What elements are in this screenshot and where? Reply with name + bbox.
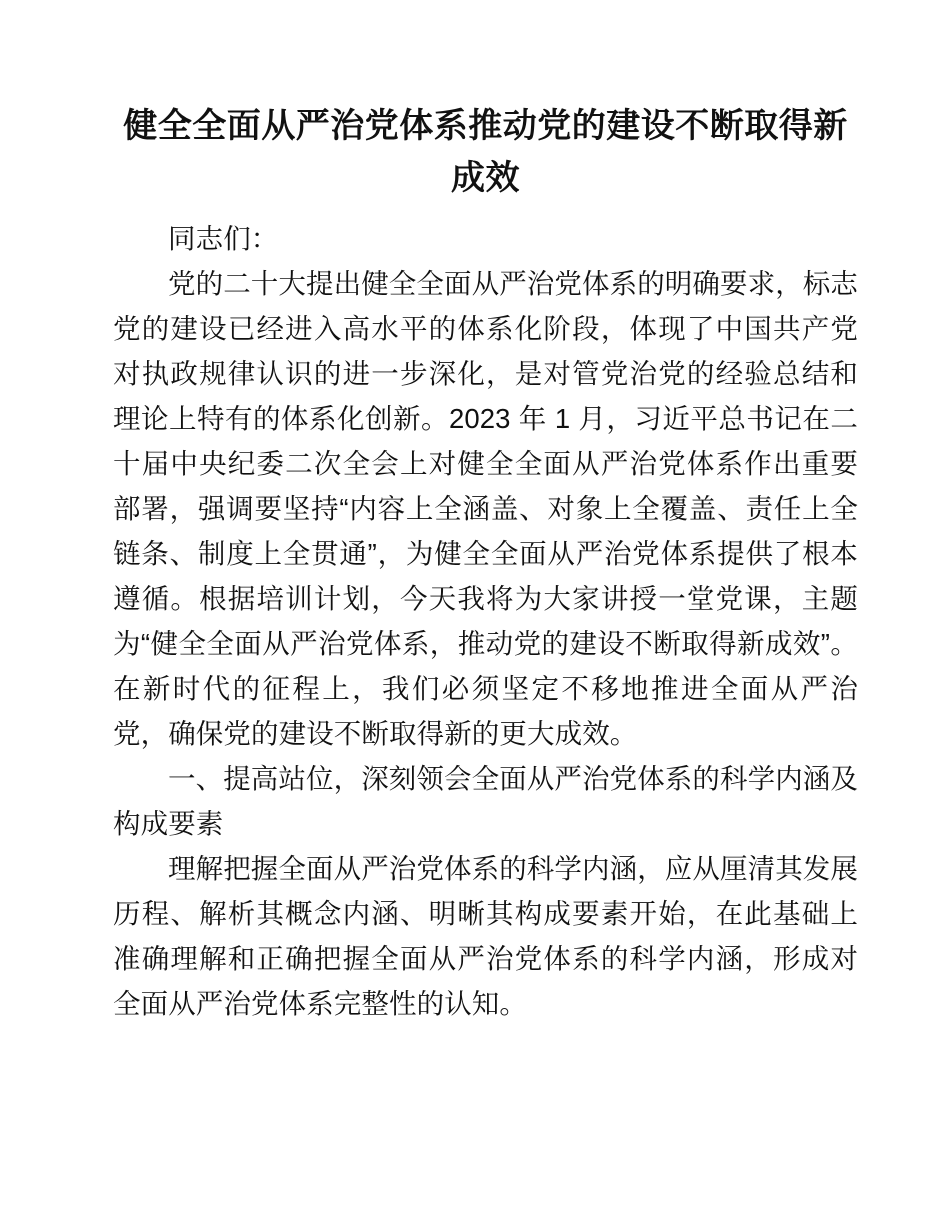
section-heading-1: 一、提高站位，深刻领会全面从严治党体系的科学内涵及构成要素 [113, 763, 858, 839]
paragraph-introduction: 党的二十大提出健全全面从严治党体系的明确要求，标志党的建设已经进入高水平的体系化阶段，体现了中国共产党对执政规律认识的进一步深化，是对管党治党的经验总结和理论上特有的体系化创新。2023 年 1 月，习近平总书记在二十届中央纪委二次全会上对健全全面从严治党体系作出重要部署，强调要坚持“内容上全涵盖、对象上全覆盖、责任上全链条、制度上全贯通”，为健全全面从严治党体系提供了根本遵循。根据培训计划，今天我将为大家讲授一堂党课，主题为“健全全面从严治党体系，推动党的建设不断取得新成效”。在新时代的征程上，我们必须坚定不移地推进全面从严治党，确保党的建设不断取得新的更大成效。 [113, 268, 858, 749]
document-title: 健全全面从严治党体系推动党的建设不断取得新成效 [123, 107, 848, 197]
paragraph-section-1: 理解把握全面从严治党体系的科学内涵，应从厘清其发展历程、解析其概念内涵、明晰其构成要素开始，在此基础上准确理解和正确把握全面从严治党体系的科学内涵，形成对全面从严治党体系完整性的认知。 [113, 853, 858, 1019]
salutation: 同志们： [168, 223, 279, 254]
